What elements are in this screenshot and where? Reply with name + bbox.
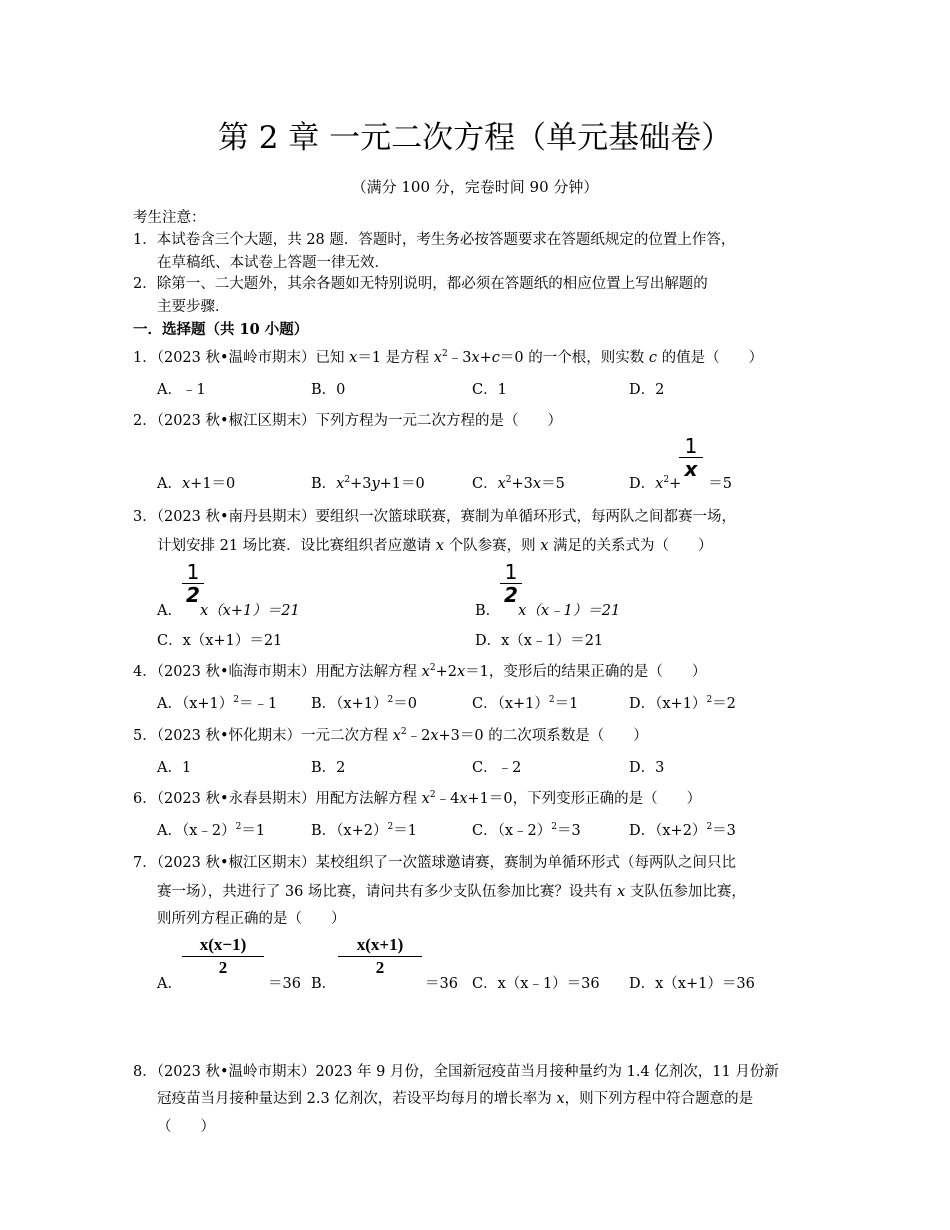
question-1-option-b: B．0: [311, 382, 346, 398]
notice-item-1-line-2: 在草稿纸、本试卷上答题一律无效．: [157, 255, 389, 271]
question-5-stem: 5．（2023 秋•怀化期末）一元二次方程 $x^2﹣2x+3=0$ 的二次项系数是（ ）: [133, 727, 648, 744]
question-2-option-c: C．$x^2+3x=5$: [472, 475, 565, 492]
question-7-line-1: 7．（2023 秋•椒江区期末）某校组织了一次篮球邀请赛，赛制为单循环形式（每两队之间只比: [133, 855, 737, 871]
question-7-option-a-fraction: x(x−1) 2: [182, 934, 264, 979]
notice-item-1-line-1: 1．本试卷含三个大题，共 28 题．答题时，考生务必按答题要求在答题纸规定的位置上作答，: [133, 232, 736, 248]
question-6-option-a: A．（x﹣2）$^2$＝1: [157, 822, 266, 839]
question-7-option-c: C．x（x﹣1）＝36: [472, 976, 600, 992]
question-6-stem: 6．（2023 秋•永春县期末）用配方法解方程 $x^2﹣4x+1=0$，下列变形正确的是（ ）: [133, 790, 702, 807]
question-8-line-3: （ ）: [157, 1119, 215, 1135]
question-5-option-a: A．1: [157, 760, 192, 776]
question-2-option-d-fraction: 1 x: [679, 435, 703, 480]
question-7-option-a-equals: ＝36: [268, 976, 301, 992]
question-3-option-a: A． x（x+1）＝21: [157, 603, 300, 619]
exam-subtitle: （满分 100 分，完卷时间 90 分钟）: [351, 178, 599, 196]
question-7-option-b-fraction: x(x+1) 2: [338, 934, 422, 979]
question-3-option-b: B． x（x﹣1）＝21: [475, 603, 621, 619]
question-1-option-a: A．﹣1: [157, 382, 206, 398]
question-8-line-2: 冠疫苗当月接种量达到 2.3 亿剂次，若设平均每月的增长率为 x，则下列方程中符合题意的是: [157, 1091, 754, 1107]
question-2-option-b: B．$x^2+3y+1=0$: [311, 475, 425, 492]
notice-heading: 考生注意：: [133, 210, 206, 226]
section-heading-choice: 一．选择题（共 10 小题）: [133, 321, 309, 338]
question-5-option-d: D．3: [629, 760, 665, 776]
question-6-option-c: C．（x﹣2）$^2$＝3: [472, 822, 581, 839]
question-2-option-d: D．$x^2+ =5$: [629, 475, 732, 492]
question-4-option-a: A．$(x+1)^2=﹣1$: [157, 695, 278, 712]
question-6-option-b: B．$(x+2)^2=1$: [311, 822, 417, 839]
question-7-option-a-label: A．: [157, 976, 182, 992]
question-3-option-d: D．x（x﹣1）＝21: [475, 633, 604, 649]
question-4-stem: 4．（2023 秋•临海市期末）用配方法解方程 $x^2+2x=1$，变形后的结果正确的是（ ）: [133, 663, 707, 680]
question-2-stem: 2．（2023 秋•椒江区期末）下列方程为一元二次方程的是（ ）: [133, 413, 563, 429]
question-7-option-b-label: B．: [311, 976, 337, 992]
question-4-option-b: B．$(x+1)^2=0$: [311, 695, 417, 712]
question-6-option-d: D．$(x+2)^2=3$: [629, 822, 736, 839]
question-1-stem: 1．（2023 秋•温岭市期末）已知 x＝1 是方程 $x^2﹣3x+c=0$ 的一个根，则实数 c 的值是（ ）: [133, 349, 764, 366]
question-7-line-2: 赛一场），共进行了 36 场比赛，请问共有多少支队伍参加比赛？设共有 x 支队伍参加比赛，: [157, 884, 746, 900]
question-3-option-c: C．x（x+1）＝21: [157, 633, 283, 649]
question-3-line-2: 计划安排 21 场比赛．设比赛组织者应邀请 x 个队参赛，则 x 满足的关系式为（ ）: [157, 538, 713, 554]
notice-item-2-line-2: 主要步骤．: [157, 299, 230, 315]
page-title: 第 2 章 一元二次方程（单元基础卷）: [217, 120, 733, 156]
question-3-option-a-fraction: 1 2: [182, 561, 204, 606]
question-8-line-1: 8．（2023 秋•温岭市期末）2023 年 9 月份，全国新冠疫苗当月接种量约为 1.4 亿剂次，11 月份新: [133, 1064, 779, 1080]
notice-item-2-line-1: 2．除第一、二大题外，其余各题如无特别说明，都必须在答题纸的相应位置上写出解题的: [133, 276, 708, 292]
question-7-line-3: 则所列方程正确的是（ ）: [157, 911, 346, 927]
question-1-option-c: C．1: [472, 382, 507, 398]
question-4-option-c: C．$(x+1)^2=1$: [472, 695, 579, 712]
question-7-option-b-equals: ＝36: [425, 976, 458, 992]
question-5-option-b: B．2: [311, 760, 346, 776]
question-2-option-a: A．x+1＝0: [157, 476, 236, 492]
question-4-option-d: D．$(x+1)^2=2$: [629, 695, 736, 712]
question-1-option-d: D．2: [629, 382, 665, 398]
question-7-option-d: D．x（x+1）＝36: [629, 976, 755, 992]
question-5-option-c: C．﹣2: [472, 760, 522, 776]
question-3-option-b-fraction: 1 2: [500, 561, 522, 606]
question-3-line-1: 3．（2023 秋•南丹县期末）要组织一次篮球联赛，赛制为单循环形式，每两队之间都赛一场，: [133, 509, 737, 525]
